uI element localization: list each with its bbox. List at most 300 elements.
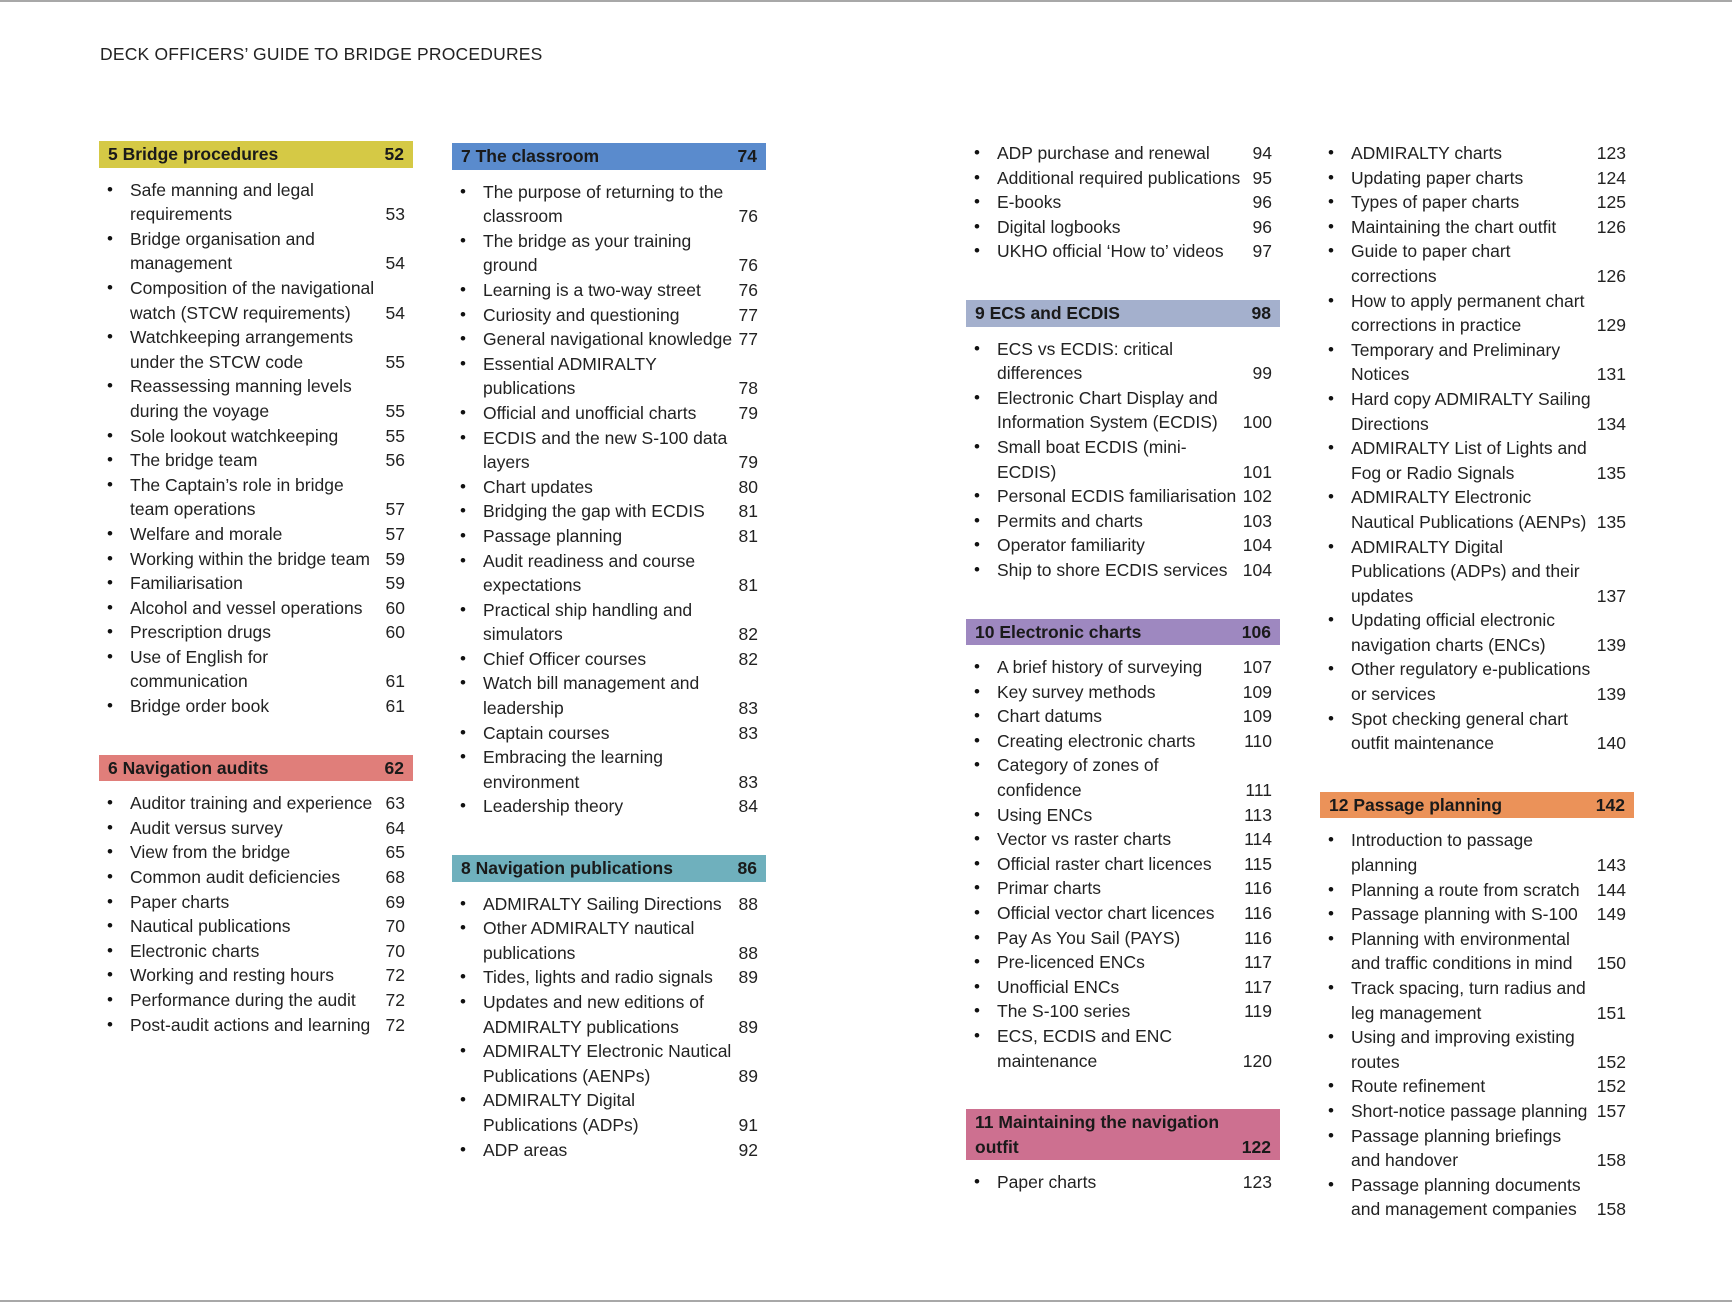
toc-entry[interactable] xyxy=(1320,1099,1634,1124)
toc-entry-page-number: 139 xyxy=(1596,634,1626,655)
toc-entry-page-number: 101 xyxy=(1242,461,1272,482)
toc-entry-page-number: 124 xyxy=(1596,167,1626,188)
toc-entry-title: • Operator familiarity xyxy=(997,535,1145,556)
section-page-number: 52 xyxy=(384,144,404,164)
toc-entry-title: • Working within the bridge team xyxy=(130,548,370,569)
section-title: 9 ECS and ECDIS xyxy=(975,302,1120,323)
toc-entry-title: • Official raster chart licences xyxy=(997,853,1212,874)
toc-entry-title: • Familiarisation xyxy=(130,573,243,594)
toc-entry-page-number: 77 xyxy=(738,329,758,350)
toc-entry[interactable] xyxy=(99,227,413,276)
toc-entry-page-number: 59 xyxy=(385,573,405,594)
toc-entry-list xyxy=(99,791,413,1037)
toc-entry-title: • The bridge as your training ground xyxy=(483,230,692,276)
toc-entry[interactable] xyxy=(966,337,1280,386)
toc-entry-page-number: 100 xyxy=(1242,412,1272,433)
toc-entry-title: • Passage planning documents and management companies xyxy=(1351,1174,1581,1220)
toc-entry[interactable] xyxy=(452,549,766,598)
toc-entry[interactable] xyxy=(1320,1124,1634,1173)
toc-entry-page-number: 89 xyxy=(738,1016,758,1037)
toc-entry-title: • Updating paper charts xyxy=(1351,167,1524,188)
toc-entry[interactable] xyxy=(99,276,413,325)
toc-entry-page-number: 94 xyxy=(1252,143,1272,163)
toc-entry-title: • Temporary and Preliminary Notices xyxy=(1351,339,1561,385)
toc-entry[interactable] xyxy=(966,533,1280,558)
section-heading[interactable] xyxy=(966,300,1280,327)
toc-entry[interactable] xyxy=(452,794,766,819)
section-gap xyxy=(99,719,413,755)
section-page-number: 86 xyxy=(737,858,757,879)
toc-entry-title: • ADP purchase and renewal xyxy=(997,143,1210,163)
section-title: 7 The classroom xyxy=(461,146,600,166)
toc-entry-page-number: 139 xyxy=(1596,684,1626,705)
section-heading[interactable] xyxy=(966,619,1280,646)
toc-entry-title: • Guide to paper chart corrections xyxy=(1351,241,1511,286)
toc-entry[interactable] xyxy=(1320,190,1634,215)
toc-entry-title: • Curiosity and questioning xyxy=(483,304,680,325)
toc-entry[interactable] xyxy=(966,926,1280,951)
toc-entry[interactable] xyxy=(99,988,413,1013)
running-head: DECK OFFICERS’ GUIDE TO BRIDGE PROCEDURES xyxy=(100,44,543,64)
toc-entry[interactable] xyxy=(99,791,413,816)
toc-entry[interactable] xyxy=(452,671,766,720)
toc-column-4 xyxy=(1320,141,1634,1222)
toc-entry-page-number: 143 xyxy=(1596,855,1626,876)
toc-entry-title: • Watchkeeping arrangements under the STCW code xyxy=(130,327,354,372)
toc-entry-title: • ADMIRALTY List of Lights and Fog or Radio Signals xyxy=(1351,438,1587,483)
toc-entry[interactable] xyxy=(1320,1074,1634,1099)
section-page-number: 122 xyxy=(1241,1136,1271,1157)
toc-entry-page-number: 123 xyxy=(1242,1172,1272,1193)
toc-entry-page-number: 55 xyxy=(385,351,405,372)
toc-entry[interactable] xyxy=(99,939,413,964)
toc-entry[interactable] xyxy=(452,278,766,303)
toc-entry[interactable] xyxy=(452,499,766,524)
toc-entry-page-number: 81 xyxy=(738,525,758,546)
toc-entry-page-number: 125 xyxy=(1596,192,1626,213)
toc-entry[interactable] xyxy=(99,1013,413,1038)
toc-entry-page-number: 83 xyxy=(738,698,758,719)
toc-entry-title: • Watch bill management and leadership xyxy=(483,673,700,719)
toc-entry[interactable] xyxy=(99,596,413,621)
toc-entry-page-number: 116 xyxy=(1244,927,1272,948)
toc-entry-page-number: 104 xyxy=(1242,559,1272,580)
toc-column-3 xyxy=(966,141,1280,1195)
toc-entry-title: • Short-notice passage planning xyxy=(1351,1100,1588,1121)
toc-entry[interactable] xyxy=(966,239,1280,264)
toc-entry-title: • ADMIRALTY Digital Publications (ADPs) and their updates xyxy=(1351,536,1580,606)
toc-entry-page-number: 109 xyxy=(1242,681,1272,702)
toc-entry[interactable] xyxy=(1320,485,1634,534)
toc-entry-list xyxy=(966,655,1280,1073)
toc-entry-title: • Chart datums xyxy=(997,706,1103,727)
toc-entry-title: • Creating electronic charts xyxy=(997,730,1196,751)
toc-entry[interactable] xyxy=(452,965,766,990)
toc-entry-title: • ECDIS and the new S-100 data layers xyxy=(483,427,728,473)
toc-entry-page-number: 79 xyxy=(738,402,758,423)
toc-entry-title: • Using ENCs xyxy=(997,804,1093,825)
toc-entry[interactable] xyxy=(452,990,766,1039)
toc-entry[interactable] xyxy=(966,950,1280,975)
toc-entry-title: • ADMIRALTY Electronic Nautical Publications (AENPs) xyxy=(1351,487,1587,532)
toc-entry-title: • Paper charts xyxy=(997,1172,1097,1193)
toc-entry-title: • Sole lookout watchkeeping xyxy=(130,425,339,446)
toc-entry-page-number: 60 xyxy=(385,597,405,618)
toc-entry-page-number: 126 xyxy=(1596,216,1626,237)
toc-entry-page-number: 89 xyxy=(738,967,758,988)
toc-entry[interactable] xyxy=(1320,828,1634,877)
toc-entry[interactable] xyxy=(452,916,766,965)
toc-entry-page-number: 57 xyxy=(385,499,405,520)
toc-entry[interactable] xyxy=(966,1170,1280,1195)
toc-entry[interactable] xyxy=(966,141,1280,166)
toc-entry-title: • Track spacing, turn radius and leg management xyxy=(1351,978,1586,1023)
toc-entry-title: • Audit versus survey xyxy=(130,817,283,838)
toc-entry[interactable] xyxy=(452,475,766,500)
toc-entry[interactable] xyxy=(452,180,766,229)
toc-entry-page-number: 53 xyxy=(385,204,405,225)
toc-entry-page-number: 81 xyxy=(738,575,758,596)
toc-entry[interactable] xyxy=(966,680,1280,705)
toc-entry-list xyxy=(966,337,1280,583)
toc-entry-page-number: 59 xyxy=(385,548,405,569)
toc-entry-title: • ECS, ECDIS and ENC maintenance xyxy=(997,1026,1173,1071)
toc-entry-page-number: 54 xyxy=(385,253,405,274)
toc-entry-page-number: 96 xyxy=(1252,192,1272,213)
toc-entry-page-number: 158 xyxy=(1596,1150,1626,1171)
toc-entry-title: • Learning is a two-way street xyxy=(483,279,701,300)
toc-entry-list xyxy=(966,1170,1280,1195)
toc-section xyxy=(966,1109,1280,1195)
toc-entry[interactable] xyxy=(99,645,413,694)
section-title: 12 Passage planning xyxy=(1329,794,1503,815)
toc-entry-title: • Key survey methods xyxy=(997,681,1156,702)
toc-entry-list xyxy=(452,180,766,819)
toc-entry-title: • UKHO official ‘How to’ videos xyxy=(997,241,1224,262)
toc-entry[interactable] xyxy=(1320,902,1634,927)
toc-entry[interactable] xyxy=(99,914,413,939)
toc-entry[interactable] xyxy=(1320,927,1634,976)
toc-entry[interactable] xyxy=(452,327,766,352)
toc-entry[interactable] xyxy=(1320,976,1634,1025)
toc-entry-page-number: 88 xyxy=(738,893,758,914)
toc-entry[interactable] xyxy=(452,892,766,917)
toc-entry[interactable] xyxy=(99,424,413,449)
toc-entry-page-number: 116 xyxy=(1244,878,1272,899)
toc-entry[interactable] xyxy=(1320,878,1634,903)
toc-entry[interactable] xyxy=(1320,338,1634,387)
toc-entry-title: • Performance during the audit xyxy=(130,990,356,1010)
toc-section xyxy=(966,300,1280,583)
toc-entry-title: • ADP areas xyxy=(483,1139,568,1160)
toc-entry-page-number: 103 xyxy=(1242,510,1272,531)
toc-entry-title: • Category of zones of confidence xyxy=(997,755,1159,801)
toc-entry-page-number: 120 xyxy=(1242,1050,1272,1071)
toc-entry-page-number: 104 xyxy=(1242,535,1272,556)
toc-entry-title: • The purpose of returning to the classroom xyxy=(483,181,724,227)
toc-entry-title: • ADMIRALTY charts xyxy=(1351,143,1503,163)
toc-entry[interactable] xyxy=(966,190,1280,215)
toc-entry[interactable] xyxy=(99,178,413,227)
toc-entry[interactable] xyxy=(99,865,413,890)
toc-entry-page-number: 115 xyxy=(1244,853,1272,874)
toc-entry-page-number: 111 xyxy=(1245,780,1272,801)
toc-entry-title: • Working and resting hours xyxy=(130,965,334,986)
toc-entry-page-number: 89 xyxy=(738,1065,758,1086)
toc-entry-page-number: 95 xyxy=(1252,167,1272,188)
toc-column-1 xyxy=(99,141,413,1037)
toc-entry[interactable] xyxy=(452,401,766,426)
toc-entry[interactable] xyxy=(966,166,1280,191)
toc-entry[interactable] xyxy=(1320,436,1634,485)
toc-entry-title: • Updating official electronic navigation charts (ENCs) xyxy=(1351,610,1555,655)
toc-entry[interactable] xyxy=(1320,535,1634,609)
toc-entry[interactable] xyxy=(1320,608,1634,657)
bottom-rule xyxy=(0,1300,1732,1302)
toc-entry-page-number: 129 xyxy=(1596,315,1626,336)
toc-entry-page-number: 152 xyxy=(1596,1076,1626,1097)
toc-entry[interactable] xyxy=(1320,215,1634,240)
section-title: 5 Bridge procedures xyxy=(108,144,279,164)
toc-entry-page-number: 123 xyxy=(1596,143,1626,163)
toc-entry-page-number: 149 xyxy=(1596,904,1626,925)
toc-entry-page-number: 131 xyxy=(1596,364,1626,385)
toc-entry-page-number: 76 xyxy=(738,279,758,300)
toc-entry-page-number: 64 xyxy=(385,817,405,838)
toc-entry[interactable] xyxy=(99,547,413,572)
toc-entry-title: • Digital logbooks xyxy=(997,216,1121,237)
toc-entry[interactable] xyxy=(966,386,1280,435)
top-rule xyxy=(0,0,1732,2)
toc-entry[interactable] xyxy=(966,215,1280,240)
toc-entry-page-number: 150 xyxy=(1596,953,1626,974)
section-gap xyxy=(1320,756,1634,792)
toc-entry-page-number: 56 xyxy=(385,450,405,471)
section-gap xyxy=(966,1073,1280,1109)
toc-entry[interactable] xyxy=(452,1088,766,1137)
toc-entry[interactable] xyxy=(452,721,766,746)
toc-entry[interactable] xyxy=(966,484,1280,509)
toc-entry-title: • Electronic charts xyxy=(130,940,260,961)
toc-entry-title: • Practical ship handling and simulators xyxy=(483,599,693,645)
toc-section xyxy=(1320,141,1634,756)
toc-column-2 xyxy=(452,143,766,1162)
toc-entry-title: • ECS vs ECDIS: critical differences xyxy=(997,338,1173,384)
section-heading[interactable] xyxy=(1320,792,1634,819)
toc-entry[interactable] xyxy=(452,352,766,401)
toc-entry-title: • Common audit deficiencies xyxy=(130,867,341,888)
toc-entry[interactable] xyxy=(99,374,413,423)
toc-entry-page-number: 99 xyxy=(1252,363,1272,384)
section-gap xyxy=(452,819,766,855)
toc-entry-title: • Personal ECDIS familiarisation xyxy=(997,486,1237,507)
toc-entry[interactable] xyxy=(1320,1025,1634,1074)
toc-section xyxy=(452,143,766,819)
toc-entry-page-number: 76 xyxy=(738,255,758,276)
toc-entry[interactable] xyxy=(966,753,1280,802)
toc-entry[interactable] xyxy=(966,827,1280,852)
toc-entry[interactable] xyxy=(99,620,413,645)
toc-entry-page-number: 60 xyxy=(385,622,405,643)
toc-entry[interactable] xyxy=(1320,1173,1634,1222)
toc-entry[interactable] xyxy=(99,473,413,522)
toc-entry[interactable] xyxy=(99,522,413,547)
section-page-number: 98 xyxy=(1251,302,1271,323)
toc-entry[interactable] xyxy=(99,448,413,473)
toc-entry-title: • Other regulatory e-publications or services xyxy=(1351,659,1591,705)
toc-entry-title: • Chief Officer courses xyxy=(483,648,647,669)
section-gap xyxy=(966,583,1280,619)
toc-entry[interactable] xyxy=(966,558,1280,583)
toc-entry-title: • Official vector chart licences xyxy=(997,903,1215,924)
toc-entry[interactable] xyxy=(1320,387,1634,436)
toc-entry[interactable] xyxy=(99,325,413,374)
toc-entry-title: • Pre-licenced ENCs xyxy=(997,952,1145,973)
toc-entry-page-number: 97 xyxy=(1252,241,1272,262)
toc-entry[interactable] xyxy=(452,1138,766,1163)
toc-entry-page-number: 137 xyxy=(1596,585,1626,606)
toc-entry[interactable] xyxy=(99,840,413,865)
toc-entry-title: • Spot checking general chart outfit maintenance xyxy=(1351,708,1568,754)
section-heading[interactable] xyxy=(452,143,766,170)
toc-entry[interactable] xyxy=(966,876,1280,901)
toc-entry-title: • Other ADMIRALTY nautical publications xyxy=(483,918,695,963)
toc-entry[interactable] xyxy=(99,694,413,719)
toc-entry-page-number: 70 xyxy=(385,940,405,961)
toc-entry-page-number: 77 xyxy=(738,304,758,325)
toc-section xyxy=(966,141,1280,264)
toc-entry-title: • Small boat ECDIS (mini-ECDIS) xyxy=(997,436,1187,482)
toc-entry[interactable] xyxy=(966,655,1280,680)
toc-entry-page-number: 117 xyxy=(1244,976,1272,997)
toc-entry[interactable] xyxy=(452,524,766,549)
toc-entry-title: • General navigational knowledge xyxy=(483,329,733,350)
toc-entry[interactable] xyxy=(966,704,1280,729)
section-page-number: 74 xyxy=(737,146,757,166)
toc-entry[interactable] xyxy=(966,1024,1280,1073)
toc-entry-page-number: 152 xyxy=(1596,1051,1626,1072)
toc-entry[interactable] xyxy=(452,303,766,328)
section-title: 11 Maintaining the navigation outfit xyxy=(975,1112,1220,1157)
toc-entry[interactable] xyxy=(452,1039,766,1088)
toc-entry-page-number: 65 xyxy=(385,842,405,863)
toc-entry-page-number: 157 xyxy=(1596,1100,1626,1121)
toc-entry[interactable] xyxy=(966,999,1280,1024)
toc-entry-title: • Composition of the navigational watch (STCW requirements) xyxy=(130,277,375,323)
toc-entry-page-number: 80 xyxy=(738,476,758,497)
toc-entry-title: • Paper charts xyxy=(130,891,230,912)
toc-entry-page-number: 110 xyxy=(1244,730,1272,751)
toc-entry-page-number: 88 xyxy=(738,942,758,963)
toc-entry[interactable] xyxy=(452,745,766,794)
toc-entry-page-number: 72 xyxy=(385,965,405,986)
toc-entry[interactable] xyxy=(452,647,766,672)
toc-entry-page-number: 151 xyxy=(1596,1002,1626,1023)
toc-entry-title: • Maintaining the chart outfit xyxy=(1351,216,1557,237)
toc-entry-page-number: 69 xyxy=(385,891,405,912)
toc-entry-page-number: 126 xyxy=(1596,265,1626,286)
toc-entry[interactable] xyxy=(99,963,413,988)
toc-entry[interactable] xyxy=(966,803,1280,828)
toc-entry[interactable] xyxy=(1320,141,1634,166)
toc-entry[interactable] xyxy=(452,229,766,278)
toc-entry[interactable] xyxy=(99,816,413,841)
toc-entry-page-number: 83 xyxy=(738,722,758,743)
toc-entry-title: • ADMIRALTY Sailing Directions xyxy=(483,893,722,914)
toc-entry[interactable] xyxy=(966,901,1280,926)
toc-entry[interactable] xyxy=(966,435,1280,484)
toc-entry-page-number: 55 xyxy=(385,425,405,446)
toc-entry-title: • ADMIRALTY Electronic Nautical Publications (AENPs) xyxy=(483,1041,732,1086)
toc-entry-title: • Auditor training and experience xyxy=(130,793,373,814)
toc-entry-page-number: 84 xyxy=(738,796,758,817)
toc-entry-title: • Embracing the learning environment xyxy=(483,747,663,792)
toc-entry[interactable] xyxy=(966,975,1280,1000)
toc-entry-page-number: 57 xyxy=(385,523,405,544)
toc-entry-title: • Permits and charts xyxy=(997,510,1143,531)
toc-section xyxy=(99,755,413,1038)
toc-entry-list xyxy=(966,141,1280,264)
toc-entry-page-number: 96 xyxy=(1252,216,1272,237)
toc-entry-title: • Post-audit actions and learning xyxy=(130,1014,371,1035)
toc-entry[interactable] xyxy=(1320,707,1634,756)
toc-entry[interactable] xyxy=(99,890,413,915)
toc-entry-title: • ADMIRALTY Digital Publications (ADPs) xyxy=(483,1090,639,1135)
toc-entry-list xyxy=(1320,828,1634,1222)
toc-entry[interactable] xyxy=(966,729,1280,754)
toc-entry-title: • Introduction to passage planning xyxy=(1351,830,1533,876)
toc-entry[interactable] xyxy=(452,426,766,475)
toc-entry[interactable] xyxy=(99,571,413,596)
toc-section xyxy=(966,619,1280,1074)
toc-entry[interactable] xyxy=(1320,289,1634,338)
toc-entry-page-number: 140 xyxy=(1596,733,1626,754)
toc-entry-page-number: 82 xyxy=(738,624,758,645)
toc-entry-title: • Using and improving existing routes xyxy=(1351,1027,1575,1072)
toc-entry-title: • Alcohol and vessel operations xyxy=(130,597,363,618)
section-gap xyxy=(966,264,1280,300)
toc-entry-page-number: 119 xyxy=(1244,1001,1272,1022)
toc-entry-title: • Hard copy ADMIRALTY Sailing Directions xyxy=(1351,388,1591,434)
section-heading[interactable] xyxy=(966,1109,1280,1160)
toc-entry[interactable] xyxy=(1320,166,1634,191)
toc-entry[interactable] xyxy=(966,509,1280,534)
toc-entry-title: • Pay As You Sail (PAYS) xyxy=(997,927,1181,948)
toc-entry-title: • Reassessing manning levels during the voyage xyxy=(130,376,352,421)
toc-entry-title: • Planning with environmental and traffic conditions in mind xyxy=(1351,928,1573,974)
toc-entry-page-number: 158 xyxy=(1596,1199,1626,1220)
toc-entry-title: • The Captain’s role in bridge team operations xyxy=(130,474,344,520)
toc-entry-list xyxy=(99,178,413,719)
section-title: 6 Navigation audits xyxy=(108,757,269,778)
section-heading[interactable] xyxy=(99,755,413,782)
toc-entry-title: • Passage planning xyxy=(483,525,623,546)
toc-entry-page-number: 113 xyxy=(1244,804,1272,825)
toc-entry-page-number: 92 xyxy=(738,1139,758,1160)
toc-entry-page-number: 55 xyxy=(385,400,405,421)
toc-entry-title: • Passage planning with S-100 xyxy=(1351,904,1578,925)
section-heading[interactable] xyxy=(99,141,413,168)
toc-entry-page-number: 78 xyxy=(738,378,758,399)
toc-entry[interactable] xyxy=(1320,239,1634,288)
toc-entry[interactable] xyxy=(1320,657,1634,706)
toc-entry[interactable] xyxy=(452,598,766,647)
toc-entry-page-number: 61 xyxy=(385,696,405,717)
toc-entry-page-number: 76 xyxy=(738,206,758,227)
toc-entry-title: • Leadership theory xyxy=(483,796,624,817)
section-heading[interactable] xyxy=(452,855,766,882)
toc-entry[interactable] xyxy=(966,852,1280,877)
